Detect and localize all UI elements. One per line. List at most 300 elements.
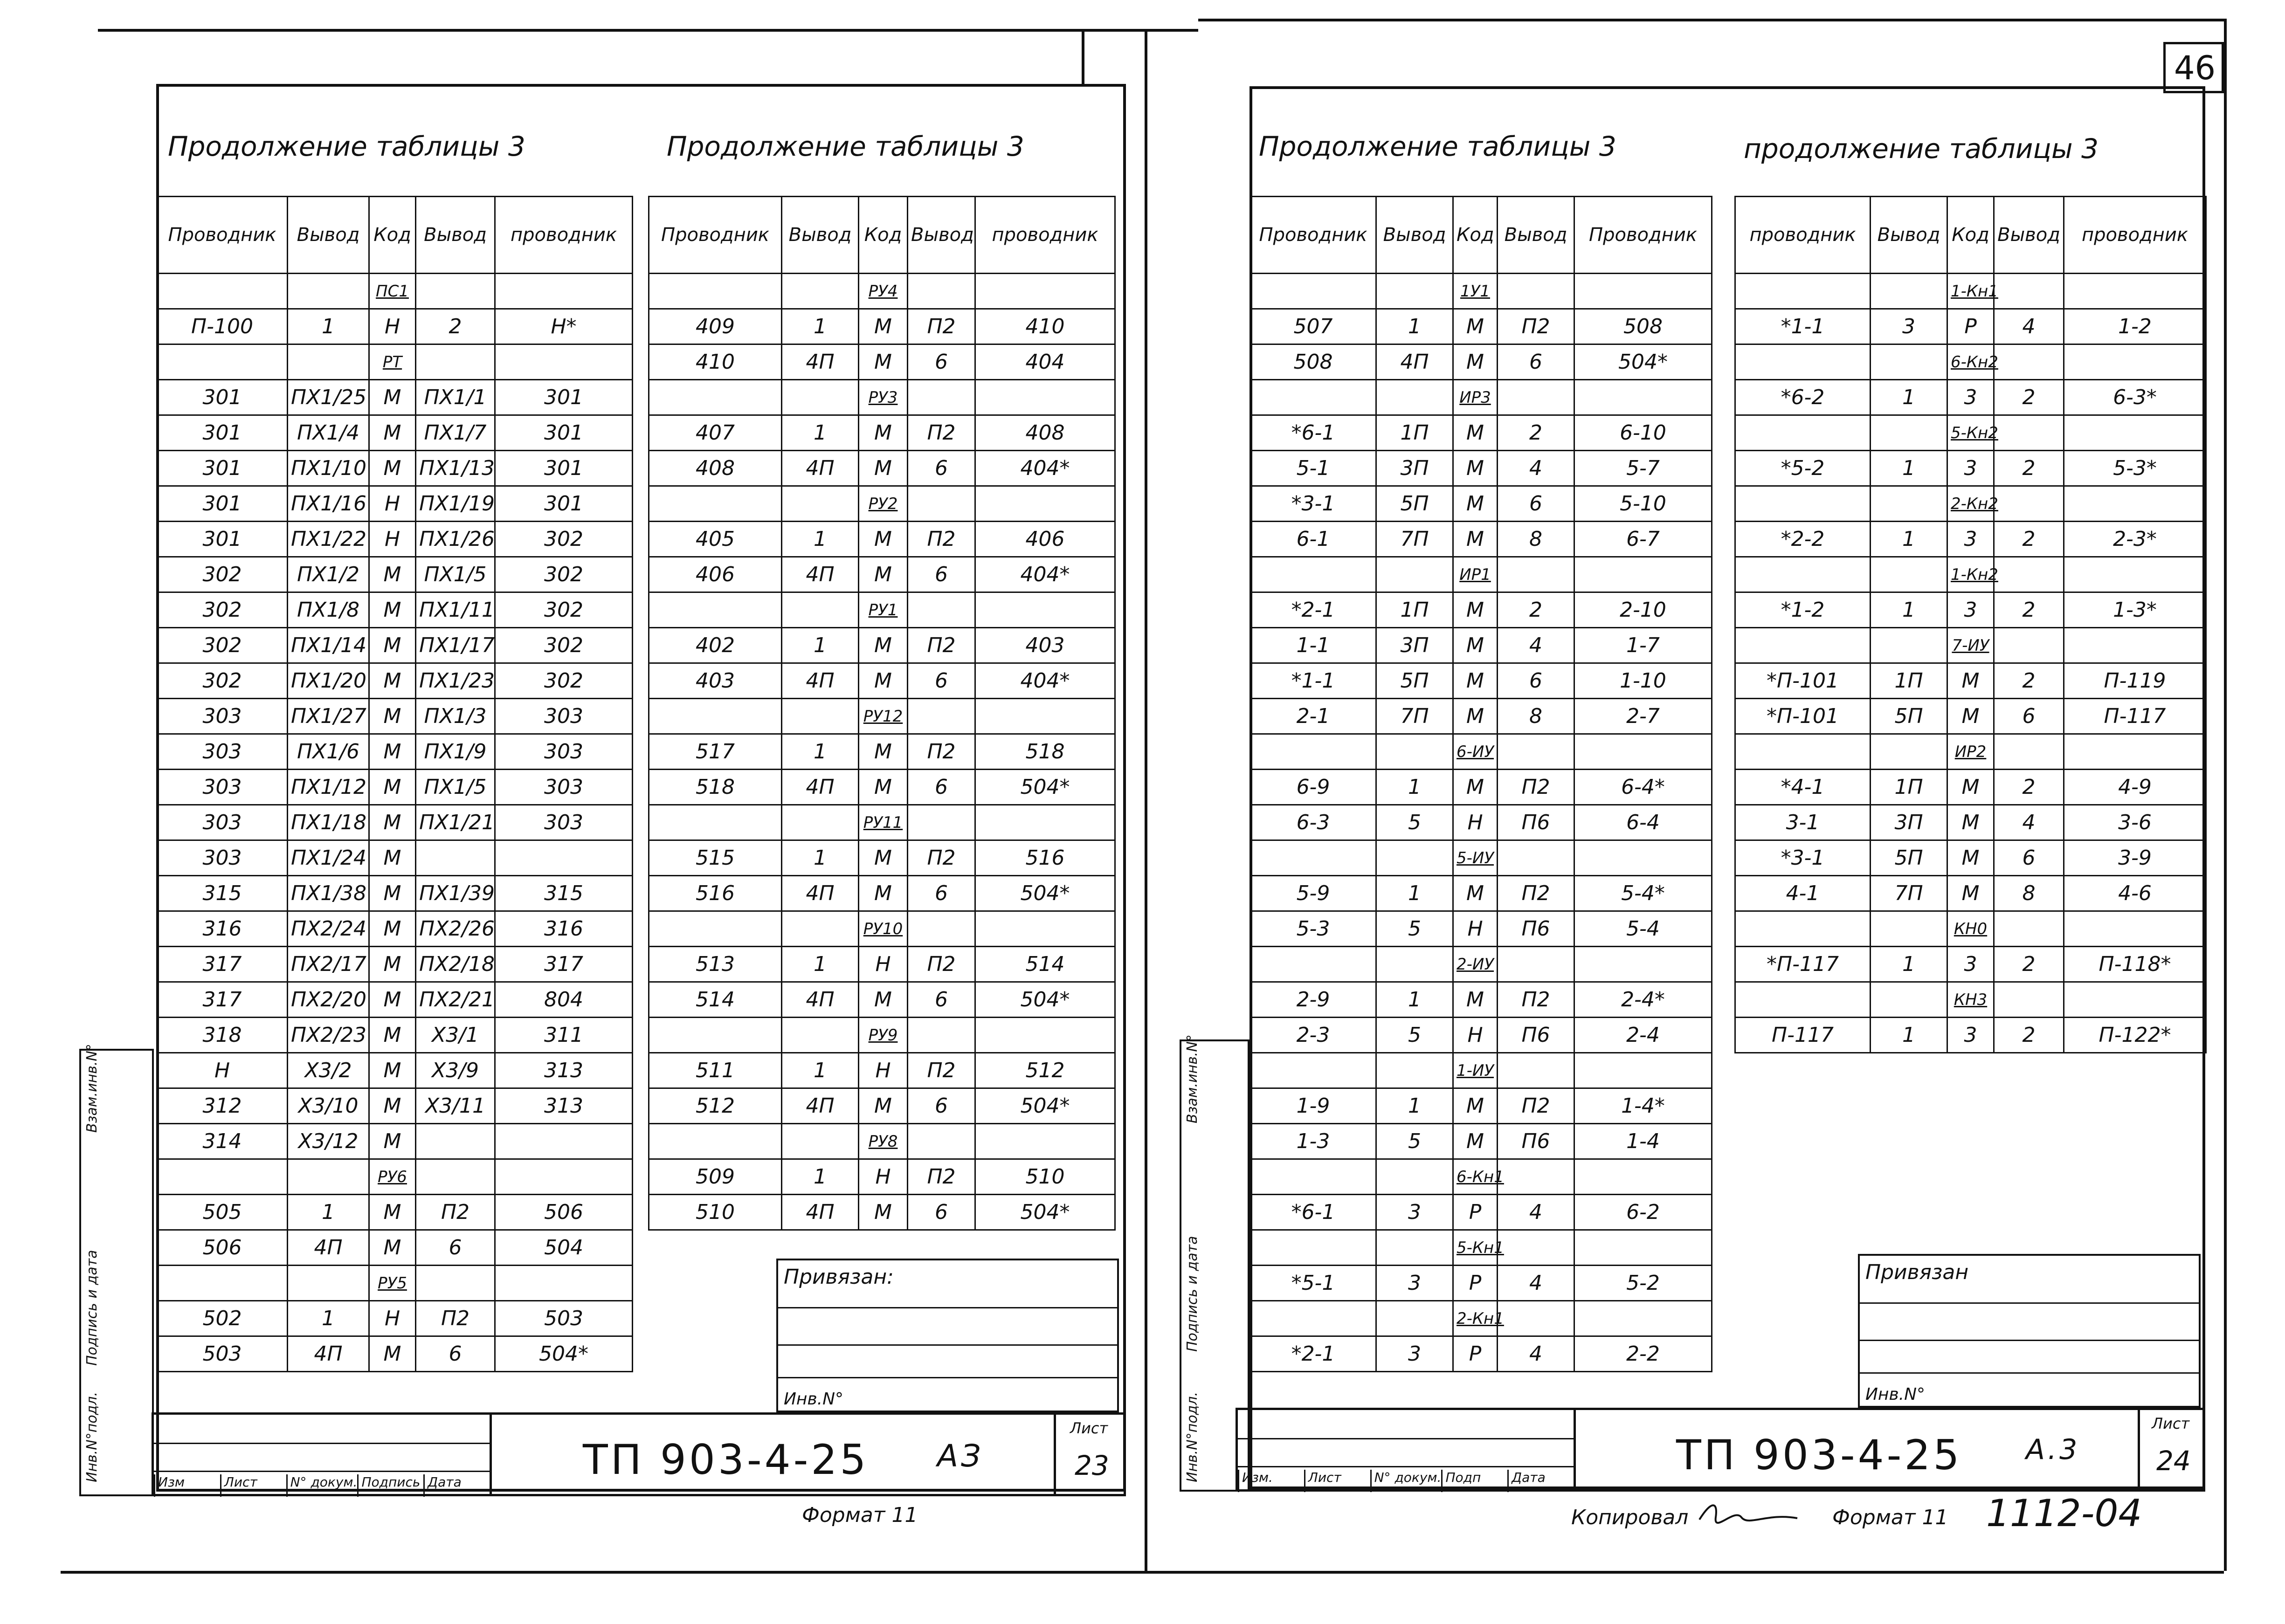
right-table-1-row <box>1250 1266 1712 1301</box>
right-table-2-row <box>1735 770 2206 805</box>
left-table-1-row <box>157 1088 633 1124</box>
left-side-strip <box>79 1049 154 1496</box>
right-table-1-cell: 2 <box>1498 592 1574 628</box>
left-table-1-cell: ПХ1/8 <box>288 592 369 628</box>
left-table-2-cell: 512 <box>649 1088 782 1124</box>
left-table-2-row <box>649 415 1115 451</box>
right-table-2-cell: 1 <box>1871 451 1947 486</box>
right-table-2-row <box>1735 911 2206 947</box>
right-table-1-row <box>1250 628 1712 663</box>
right-table-1-cell: 5 <box>1376 1124 1453 1159</box>
left-table-2-cell: 404* <box>975 557 1115 592</box>
left-table-2-row <box>649 982 1115 1018</box>
left-table-2-row <box>649 734 1115 770</box>
right-table-1-cell: 4 <box>1498 1266 1574 1301</box>
right-table-1-row <box>1250 770 1712 805</box>
left-table-1-cell: М <box>369 451 416 486</box>
left-table-1-cell: ПХ1/12 <box>288 770 369 805</box>
right-table-2-cell: 2-Кн2 <box>1947 486 1994 522</box>
left-table-2-cell: 1 <box>782 947 859 982</box>
right-table-2-cell <box>1735 344 1871 380</box>
left-table-2-cell <box>782 699 859 734</box>
left-table-2-cell: 4П <box>782 1088 859 1124</box>
right-table-1-cell <box>1574 840 1712 876</box>
left-table-2-row <box>649 805 1115 840</box>
right-table-1-cell: 3 <box>1376 1195 1453 1230</box>
left-table-2-cell: 404* <box>975 663 1115 699</box>
right-table-1-cell: 4 <box>1498 628 1574 663</box>
left-stamp-column-label: Изм <box>154 1474 220 1497</box>
left-table-1-cell: М <box>369 557 416 592</box>
left-table-2-cell: 408 <box>975 415 1115 451</box>
right-table-2-header-cell: проводник <box>2064 197 2206 274</box>
right-table-1-cell <box>1498 1230 1574 1266</box>
right-table-2-cell <box>1994 344 2064 380</box>
right-table-2-cell <box>1871 628 1947 663</box>
right-table-1-cell: 2-4* <box>1574 982 1712 1018</box>
right-table-1-row <box>1250 1230 1712 1266</box>
left-table-1-cell: 303 <box>495 805 633 840</box>
left-table-2-header-cell: Проводник <box>649 197 782 274</box>
right-table-2-cell: КН3 <box>1947 982 1994 1018</box>
left-table-1-cell: 316 <box>495 911 633 947</box>
left-table-2-cell: 1 <box>782 522 859 557</box>
left-table-2-cell <box>649 911 782 947</box>
left-table-1-cell: 302 <box>157 557 288 592</box>
right-table-2-cell: 2-3* <box>2064 522 2206 557</box>
left-table-1-cell <box>495 274 633 309</box>
left-stamp-columns <box>154 1474 490 1497</box>
right-sheet-number: 24 <box>2156 1445 2191 1477</box>
right-table-1-cell: П2 <box>1498 309 1574 344</box>
left-table-2-cell: М <box>859 982 908 1018</box>
right-table-1-cell: 1 <box>1376 309 1453 344</box>
right-table-1-cell: ИР3 <box>1453 380 1498 415</box>
left-stamp-column-label: Подпись <box>357 1474 423 1497</box>
left-table-2-cell: Н <box>859 1159 908 1195</box>
right-side-strip <box>1180 1039 1250 1492</box>
right-table-1-cell <box>1498 947 1574 982</box>
right-table-1-row <box>1250 451 1712 486</box>
right-table-1-cell: *2-1 <box>1250 1336 1376 1372</box>
right-table-2-cell: 6-3* <box>2064 380 2206 415</box>
right-stamp-code: ТП 903-4-25 <box>1676 1431 1962 1479</box>
left-stamp-code: ТП 903-4-25 <box>583 1436 869 1484</box>
right-table-2-cell <box>1735 557 1871 592</box>
left-table-1-row <box>157 947 633 982</box>
right-table-1-cell <box>1498 840 1574 876</box>
right-table-1-cell <box>1376 1053 1453 1088</box>
left-format-label: Формат 11 <box>802 1503 918 1527</box>
right-table-1-cell: П2 <box>1498 876 1574 911</box>
left-table-2-row <box>649 486 1115 522</box>
right-binding-label: Привязан <box>1865 1260 1969 1284</box>
left-table-2-cell: 404 <box>975 344 1115 380</box>
left-table-2-cell <box>649 380 782 415</box>
left-table-2-cell <box>975 911 1115 947</box>
left-table-1-cell: 506 <box>495 1195 633 1230</box>
right-table-2-cell: 6-Кн2 <box>1947 344 1994 380</box>
left-table-2-cell: 511 <box>649 1053 782 1088</box>
left-table-1-row <box>157 522 633 557</box>
right-table-1-cell <box>1250 840 1376 876</box>
right-table-1-cell: 2-ИУ <box>1453 947 1498 982</box>
left-table-1-cell: 311 <box>495 1018 633 1053</box>
right-table-1-cell: 5П <box>1376 663 1453 699</box>
left-table-2-cell: 504* <box>975 1195 1115 1230</box>
left-table-1-cell: 804 <box>495 982 633 1018</box>
left-table-2-cell: 6 <box>908 770 975 805</box>
right-table-1-cell <box>1250 380 1376 415</box>
left-table-1-cell: 315 <box>157 876 288 911</box>
right-table-1-cell: П2 <box>1498 770 1574 805</box>
right-table-1-cell <box>1498 557 1574 592</box>
right-table-2-cell <box>2064 911 2206 947</box>
left-table-1-cell: М <box>369 734 416 770</box>
left-table-1-cell: Н <box>369 486 416 522</box>
right-table-2 <box>1734 196 2207 1053</box>
right-table-1-cell: 508 <box>1574 309 1712 344</box>
right-table-2-cell: 1 <box>1871 592 1947 628</box>
left-table-1-cell: ПХ1/5 <box>416 770 495 805</box>
center-tick <box>1082 29 1084 85</box>
right-table-2-cell: 1-Кн2 <box>1947 557 1994 592</box>
left-table-1-cell <box>416 1124 495 1159</box>
left-table-1-cell: 302 <box>495 628 633 663</box>
left-table-2-row <box>649 770 1115 805</box>
left-table-1-cell: 1 <box>288 309 369 344</box>
right-side-label-1: Инв.N°подл. <box>1184 1391 1201 1482</box>
right-table-1-header-cell: Проводник <box>1574 197 1712 274</box>
right-table-2-cell <box>1994 911 2064 947</box>
right-table-1-cell: 1-7 <box>1574 628 1712 663</box>
left-table-1-cell: 302 <box>495 663 633 699</box>
right-table-1-cell: 1П <box>1376 592 1453 628</box>
right-table-1-cell: П6 <box>1498 1124 1574 1159</box>
left-table-1-cell: М <box>369 1195 416 1230</box>
left-table-1-cell: М <box>369 1336 416 1372</box>
right-table-2-cell: 2 <box>1994 592 2064 628</box>
right-table-1-cell: *6-1 <box>1250 1195 1376 1230</box>
left-table-2-cell: 1 <box>782 628 859 663</box>
left-table-2-row <box>649 1053 1115 1088</box>
right-table-1-header-row <box>1250 197 1712 274</box>
right-table-1-row <box>1250 1336 1712 1372</box>
right-table-1-cell: М <box>1453 451 1498 486</box>
left-table-1-row <box>157 1230 633 1266</box>
right-table-2-cell: 3-1 <box>1735 805 1871 840</box>
left-table-2-cell <box>908 1124 975 1159</box>
left-table-2-cell <box>649 699 782 734</box>
right-table-1-row <box>1250 1053 1712 1088</box>
right-table-1-cell <box>1250 1230 1376 1266</box>
left-table-2-cell: М <box>859 557 908 592</box>
left-table-1-row <box>157 486 633 522</box>
left-table-1-row <box>157 911 633 947</box>
left-table-1-cell: ПХ1/17 <box>416 628 495 663</box>
left-table-2-cell: РУ11 <box>859 805 908 840</box>
right-table-1-cell: 6 <box>1498 663 1574 699</box>
right-table-1-cell: 7П <box>1376 699 1453 734</box>
right-table-2-cell: 3 <box>1947 1018 1994 1053</box>
left-table-2-cell: П2 <box>908 415 975 451</box>
right-table-1-cell: *2-1 <box>1250 592 1376 628</box>
left-side-label-3: Взам.инв.N° <box>84 1044 100 1133</box>
left-table-1-cell: М <box>369 805 416 840</box>
right-table-1-cell: 3 <box>1376 1266 1453 1301</box>
left-table-2-header-cell: Код <box>859 197 908 274</box>
right-table-2-cell: М <box>1947 663 1994 699</box>
right-table-1-cell: 6-Кн1 <box>1453 1159 1498 1195</box>
left-table-2-cell: РУ2 <box>859 486 908 522</box>
left-table-1 <box>156 196 633 1372</box>
right-table-1-cell: 6-ИУ <box>1453 734 1498 770</box>
right-table-2-cell <box>1735 911 1871 947</box>
right-table-2-cell: 3-9 <box>2064 840 2206 876</box>
right-table-2-row <box>1735 415 2206 451</box>
left-table-2-cell <box>649 1124 782 1159</box>
right-table-2-cell: 4-1 <box>1735 876 1871 911</box>
left-table-2-cell: П2 <box>908 1053 975 1088</box>
left-table-2-cell: М <box>859 876 908 911</box>
right-table-1-cell: М <box>1453 982 1498 1018</box>
right-table-2-row <box>1735 947 2206 982</box>
left-table-1-cell: 301 <box>495 415 633 451</box>
right-table-1-cell: 4 <box>1498 1336 1574 1372</box>
right-table-2-cell: ИР2 <box>1947 734 1994 770</box>
left-table-2-cell: 510 <box>649 1195 782 1230</box>
left-table-1-cell: М <box>369 592 416 628</box>
right-table-2-cell: М <box>1947 876 1994 911</box>
left-table-1-cell <box>495 840 633 876</box>
left-table-2-cell <box>782 380 859 415</box>
right-table-1-cell: 6-4* <box>1574 770 1712 805</box>
left-table-2-cell: 405 <box>649 522 782 557</box>
left-table-1-cell: 301 <box>495 451 633 486</box>
left-table-1-cell: 301 <box>157 486 288 522</box>
left-table-2-cell: РУ1 <box>859 592 908 628</box>
left-table-2-cell: М <box>859 770 908 805</box>
left-sheet-number: 23 <box>1075 1450 1109 1481</box>
right-table-1-header-cell: Вывод <box>1498 197 1574 274</box>
right-table-1-cell: 2-2 <box>1574 1336 1712 1372</box>
right-table-1-cell: *6-1 <box>1250 415 1376 451</box>
right-table-2-cell: 3 <box>1947 380 1994 415</box>
right-inv-label: Инв.N° <box>1865 1385 1926 1404</box>
left-table-1-cell: П2 <box>416 1195 495 1230</box>
left-table-2-cell: 403 <box>975 628 1115 663</box>
left-table-2-cell <box>975 1124 1115 1159</box>
left-table-1-cell <box>157 344 288 380</box>
right-table-2-cell: 4-6 <box>2064 876 2206 911</box>
right-table-1-row <box>1250 982 1712 1018</box>
right-table-1-cell: 5-4 <box>1574 911 1712 947</box>
right-table-1-row <box>1250 1018 1712 1053</box>
left-table-1-cell: М <box>369 628 416 663</box>
left-table-2-cell <box>782 486 859 522</box>
right-table-1-cell <box>1498 1053 1574 1088</box>
left-table-1-cell: 301 <box>157 415 288 451</box>
right-table-1-cell: 1П <box>1376 415 1453 451</box>
right-table-1-header-cell: Код <box>1453 197 1498 274</box>
left-table-1-cell: ПХ1/22 <box>288 522 369 557</box>
left-table-2-row <box>649 1088 1115 1124</box>
left-table-1-cell: 303 <box>157 734 288 770</box>
right-table-2-cell: 3-6 <box>2064 805 2206 840</box>
right-table-2-cell: 2 <box>1994 522 2064 557</box>
left-side-label-2: Подпись и дата <box>84 1250 100 1366</box>
corner-page-number: 46 <box>2174 49 2216 87</box>
left-table-1-cell: М <box>369 380 416 415</box>
right-table-2-cell: 2 <box>1994 663 2064 699</box>
right-table-1-row <box>1250 1301 1712 1336</box>
left-table-2-cell <box>908 911 975 947</box>
left-table-1-cell: М <box>369 876 416 911</box>
left-table-2-cell <box>782 1124 859 1159</box>
right-table-2-header-cell: Вывод <box>1871 197 1947 274</box>
left-table-2-cell <box>908 486 975 522</box>
right-table-2-cell: *5-2 <box>1735 451 1871 486</box>
left-table-2-cell <box>975 592 1115 628</box>
right-stamp-column-label: Изм. <box>1238 1470 1304 1492</box>
right-table-1-cell <box>1250 274 1376 309</box>
left-table-2-cell: П2 <box>908 734 975 770</box>
right-table-1-row <box>1250 947 1712 982</box>
left-table-2-cell: 1 <box>782 840 859 876</box>
left-table-2 <box>648 196 1116 1231</box>
right-side-label-2: Подпись и дата <box>1184 1236 1201 1352</box>
left-table-2-cell: Н <box>859 947 908 982</box>
right-table-2-cell <box>1871 415 1947 451</box>
right-table-2-cell: 3П <box>1871 805 1947 840</box>
right-table-2-cell: *1-2 <box>1735 592 1871 628</box>
left-table-1-cell: ПХ1/25 <box>288 380 369 415</box>
right-table-1-cell <box>1250 1159 1376 1195</box>
right-table-1-cell: 6-10 <box>1574 415 1712 451</box>
right-table-2-cell <box>1735 415 1871 451</box>
left-table-1-cell: 313 <box>495 1053 633 1088</box>
right-table-2-cell: 4 <box>1994 309 2064 344</box>
right-table-1-cell <box>1498 1301 1574 1336</box>
left-table-2-row <box>649 451 1115 486</box>
right-table-1-cell: 508 <box>1250 344 1376 380</box>
center-divider <box>1145 29 1147 1572</box>
right-table-2-cell: 5П <box>1871 699 1947 734</box>
left-table-1-cell: ПХ1/27 <box>288 699 369 734</box>
left-table-2-cell: 407 <box>649 415 782 451</box>
left-table-2-cell: 514 <box>975 947 1115 982</box>
left-table-1-cell: 314 <box>157 1124 288 1159</box>
right-table-1-cell: 3П <box>1376 628 1453 663</box>
right-table-1-cell: 8 <box>1498 522 1574 557</box>
right-table-1-cell <box>1498 734 1574 770</box>
left-table-2-cell: 1 <box>782 1159 859 1195</box>
right-table-2-cell: 5-Кн2 <box>1947 415 1994 451</box>
archive-number: 1112-04 <box>1986 1492 2142 1535</box>
left-table-2-cell: М <box>859 522 908 557</box>
left-table-1-cell: М <box>369 947 416 982</box>
left-table-1-cell: 302 <box>495 557 633 592</box>
right-table-2-cell: 6 <box>1994 840 2064 876</box>
left-table-2-cell: 404* <box>975 451 1115 486</box>
right-table-1-row <box>1250 911 1712 947</box>
left-table-1-cell: ПХ1/19 <box>416 486 495 522</box>
right-table-1-cell: 6-1 <box>1250 522 1376 557</box>
left-table-1-cell: 312 <box>157 1088 288 1124</box>
right-table-1-cell: 5-Кн1 <box>1453 1230 1498 1266</box>
left-table-1-cell: М <box>369 982 416 1018</box>
left-table-2-row <box>649 628 1115 663</box>
right-table-1-cell: М <box>1453 344 1498 380</box>
left-table-2-cell: 513 <box>649 947 782 982</box>
left-table-1-cell: 317 <box>157 947 288 982</box>
right-table-1-cell: П6 <box>1498 805 1574 840</box>
right-table-2-cell: 2 <box>1994 380 2064 415</box>
left-table-1-cell: ПХ2/21 <box>416 982 495 1018</box>
right-table-1-cell: 4 <box>1498 1195 1574 1230</box>
left-table-2-cell: П2 <box>908 1159 975 1195</box>
right-table-2-cell: *П-101 <box>1735 663 1871 699</box>
left-table-2-cell: 516 <box>975 840 1115 876</box>
left-table-1-cell: 503 <box>157 1336 288 1372</box>
left-stamp-column-label: Лист <box>220 1474 286 1497</box>
right-table-2-cell <box>2064 982 2206 1018</box>
left-table-1-row <box>157 1195 633 1230</box>
left-table-1-cell <box>288 344 369 380</box>
right-table-1-row <box>1250 380 1712 415</box>
left-binding-box <box>776 1259 1119 1412</box>
right-table-1-cell: 507 <box>1250 309 1376 344</box>
right-table-1-cell: 3 <box>1376 1336 1453 1372</box>
left-table-1-cell: ПХ2/18 <box>416 947 495 982</box>
right-table-1-cell: Р <box>1453 1266 1498 1301</box>
right-table-2-cell: 1-2 <box>2064 309 2206 344</box>
left-table-2-row <box>649 522 1115 557</box>
left-table-2-cell <box>975 274 1115 309</box>
left-table1-title: Продолжение таблицы 3 <box>168 131 525 162</box>
right-table-1-row <box>1250 805 1712 840</box>
right-table-2-cell: 6 <box>1994 699 2064 734</box>
right-table-2-row <box>1735 274 2206 309</box>
right-table-2-cell: 1 <box>1871 947 1947 982</box>
left-side-label-1: Инв.N°подл. <box>84 1391 100 1482</box>
left-table-1-row <box>157 344 633 380</box>
right-table-1-cell: 1-3 <box>1250 1124 1376 1159</box>
left-table-2-cell: М <box>859 415 908 451</box>
left-table-2-cell <box>649 274 782 309</box>
left-table-2-cell: 6 <box>908 663 975 699</box>
left-table-1-row <box>157 274 633 309</box>
left-table-1-cell: Х3/12 <box>288 1124 369 1159</box>
left-table-1-cell: Х3/9 <box>416 1053 495 1088</box>
left-table-1-header-cell: проводник <box>495 197 633 274</box>
right-table-1-cell: М <box>1453 1124 1498 1159</box>
left-table-2-cell: 6 <box>908 557 975 592</box>
right-table-2-cell: *6-2 <box>1735 380 1871 415</box>
right-table-1-cell: 504* <box>1574 344 1712 380</box>
left-table-1-cell: 4П <box>288 1230 369 1266</box>
left-table-1-cell <box>157 1266 288 1301</box>
left-table-1-cell: ПХ1/21 <box>416 805 495 840</box>
left-table-1-cell: ПХ1/13 <box>416 451 495 486</box>
right-table-2-row <box>1735 1018 2206 1053</box>
right-table-1-cell: 5-7 <box>1574 451 1712 486</box>
right-sheet-label: Лист <box>2152 1415 2190 1432</box>
right-table-1-cell <box>1574 1159 1712 1195</box>
right-table-1-row <box>1250 415 1712 451</box>
left-table-1-cell: 317 <box>495 947 633 982</box>
right-table1-title: Продолжение таблицы 3 <box>1259 131 1616 162</box>
